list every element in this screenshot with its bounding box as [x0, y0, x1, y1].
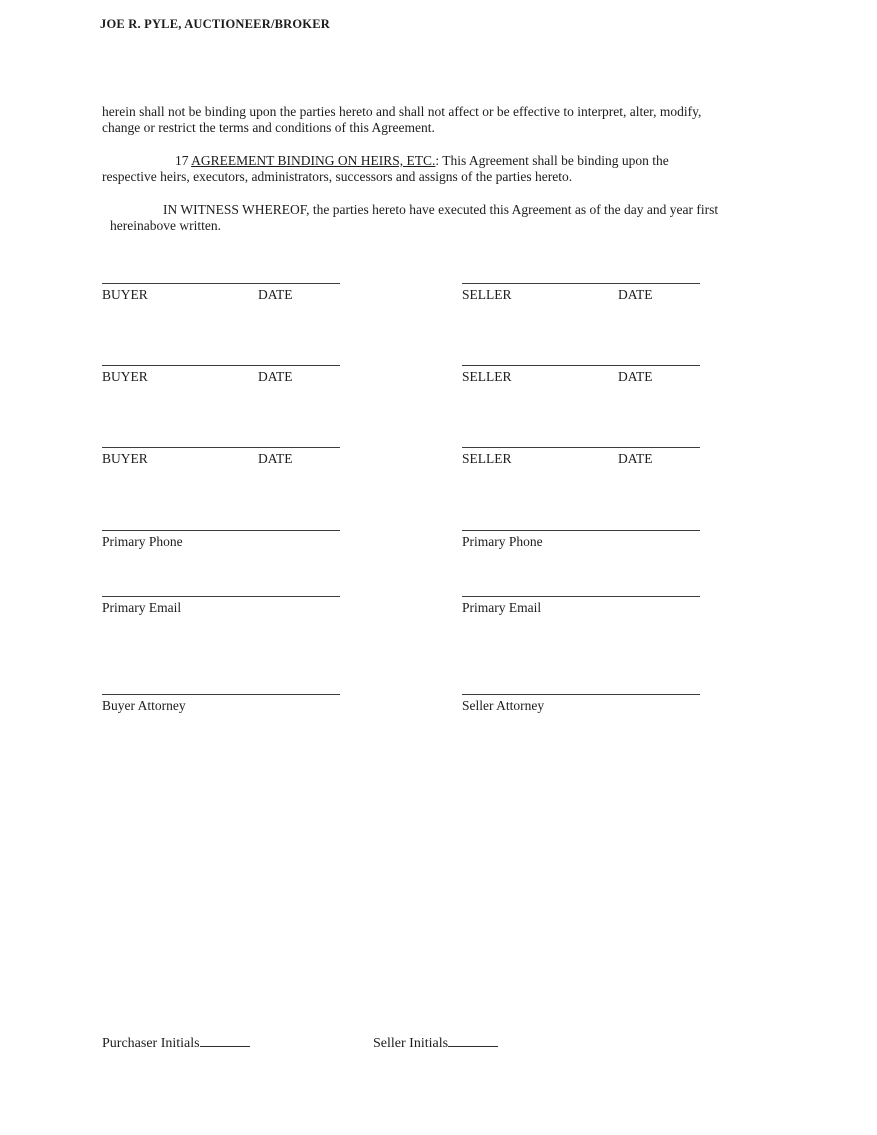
date-label: DATE	[618, 369, 653, 384]
primary-email-label: Primary Email	[462, 600, 542, 615]
buyer-label: BUYER	[102, 287, 148, 302]
primary-phone-label: Primary Phone	[102, 534, 183, 549]
signature-label-row	[102, 451, 340, 468]
paragraph-line: herein shall not be binding upon the parties hereto and shall not affect or be effective to interpret, alter, modify,	[102, 104, 702, 119]
primary-phone-label: Primary Phone	[462, 534, 543, 549]
date-label: DATE	[258, 451, 293, 466]
clause-heading: AGREEMENT BINDING ON HEIRS, ETC.	[191, 153, 436, 168]
paragraph-heirs-clause	[102, 153, 669, 186]
buyer-signature-block-2	[102, 365, 340, 386]
signature-label-row	[462, 287, 700, 304]
buyer-primary-phone-field	[102, 530, 340, 550]
signature-label-row	[102, 287, 340, 304]
seller-label: SELLER	[462, 369, 512, 384]
purchaser-initials-field	[102, 1031, 250, 1052]
buyer-attorney-field	[102, 694, 340, 714]
clause-number: 17	[175, 153, 192, 168]
buyer-signature-block-1	[102, 283, 340, 304]
seller-attorney-label: Seller Attorney	[462, 698, 545, 713]
seller-signature-block-2	[462, 365, 700, 386]
date-label: DATE	[618, 451, 653, 466]
paragraph-line: respective heirs, executors, administrators, successors and assigns of the parties hereto.	[102, 169, 573, 185]
paragraph-line: hereinabove written.	[110, 218, 221, 234]
seller-primary-email-field	[462, 596, 700, 616]
document-header: JOE R. PYLE, AUCTIONEER/BROKER	[100, 17, 330, 31]
buyer-primary-email-field	[102, 596, 340, 616]
date-label: DATE	[258, 369, 293, 384]
seller-attorney-field	[462, 694, 700, 714]
buyer-attorney-label: Buyer Attorney	[102, 698, 186, 713]
buyer-label: BUYER	[102, 451, 148, 466]
seller-label: SELLER	[462, 287, 512, 302]
seller-signature-block-1	[462, 283, 700, 304]
date-label: DATE	[618, 287, 653, 302]
clause-text: : This Agreement shall be binding upon the	[435, 153, 669, 168]
seller-primary-phone-field	[462, 530, 700, 550]
paragraph-witness-whereof	[102, 202, 718, 235]
seller-initials-field	[373, 1031, 498, 1052]
signature-label-row	[102, 369, 340, 386]
signature-label-row	[462, 369, 700, 386]
purchaser-initials-label: Purchaser Initials	[102, 1036, 200, 1051]
signature-label-row	[462, 451, 700, 468]
paragraph-line: change or restrict the terms and conditions of this Agreement.	[102, 120, 435, 136]
purchaser-initials-blank-line	[200, 1031, 250, 1047]
primary-email-label: Primary Email	[102, 600, 182, 615]
paragraph-binding-effect	[102, 104, 701, 137]
seller-signature-block-3	[462, 447, 700, 468]
paragraph-line: IN WITNESS WHEREOF, the parties hereto have executed this Agreement as of the day and year first	[163, 202, 719, 217]
paragraph-line	[102, 153, 669, 169]
seller-initials-blank-line	[448, 1031, 498, 1047]
seller-label: SELLER	[462, 451, 512, 466]
seller-initials-label: Seller Initials	[373, 1036, 449, 1051]
date-label: DATE	[258, 287, 293, 302]
buyer-signature-block-3	[102, 447, 340, 468]
buyer-label: BUYER	[102, 369, 148, 384]
